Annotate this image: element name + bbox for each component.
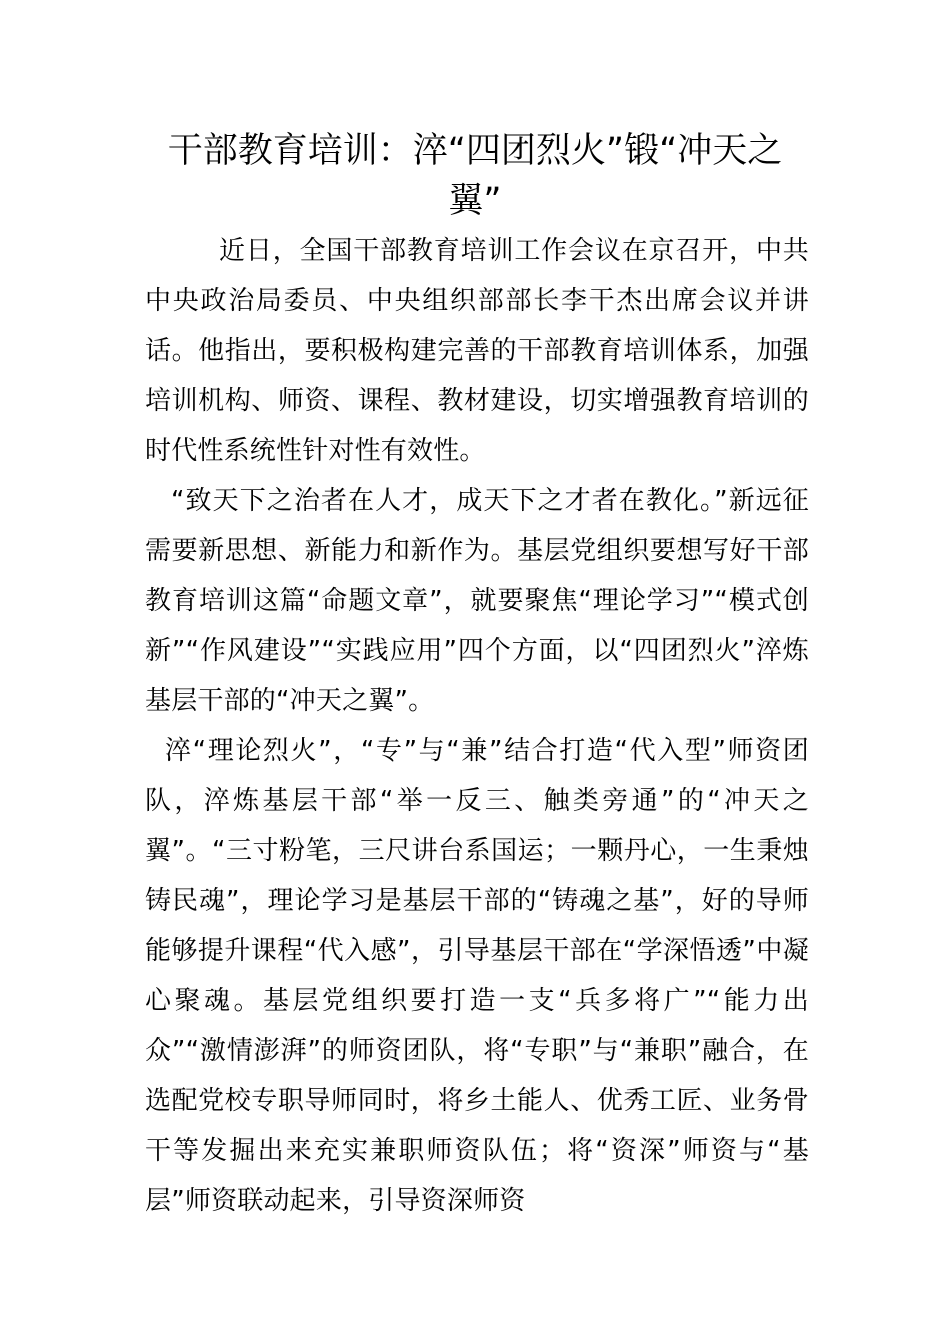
paragraph-1: 近日，全国干部教育培训工作会议在京召开，中共中央政治局委员、中央组织部部长李干杰出席会议并讲话。他指出，要积极构建完善的干部教育培训体系，加强培训机构、师资、课程、教材建设，切实增强教育培训的时代性系统性针对性有效性。 [145,236,809,466]
paragraph-3: 淬“理论烈火”，“专”与“兼”结合打造“代入型”师资团队，淬炼基层干部“举一反三、触类旁通”的“冲天之翼”。“三寸粉笔，三尺讲台系国运；一颗丹心，一生秉烛铸民魂”，理论学习是基层干部的“铸魂之基”，好的导师能够提升课程“代入感”，引导基层干部在“学深悟透”中凝心聚魂。基层党组织要打造一支“兵多将广”“能力出众”“激情澎湃”的师资团队，将“专职”与“兼职”融合，在选配党校专职导师同时，将乡土能人、优秀工匠、业务骨干等发掘出来充实兼职师资队伍；将“资深”师资与“基层”师资联动起来，引导资深师资 [145,736,809,1216]
document-body [145,226,809,1226]
paragraph-2: “致天下之治者在人才，成天下之才者在教化。”新远征需要新思想、新能力和新作为。基层党组织要想写好干部教育培训这篇“命题文章”，就要聚焦“理论学习”“模式创新”“作风建设”“实践应用”四个方面，以“四团烈火”淬炼基层干部的“冲天之翼”。 [145,486,809,716]
document-title: 干部教育培训：淬“四团烈火”锻“冲天之翼” [167,131,783,221]
